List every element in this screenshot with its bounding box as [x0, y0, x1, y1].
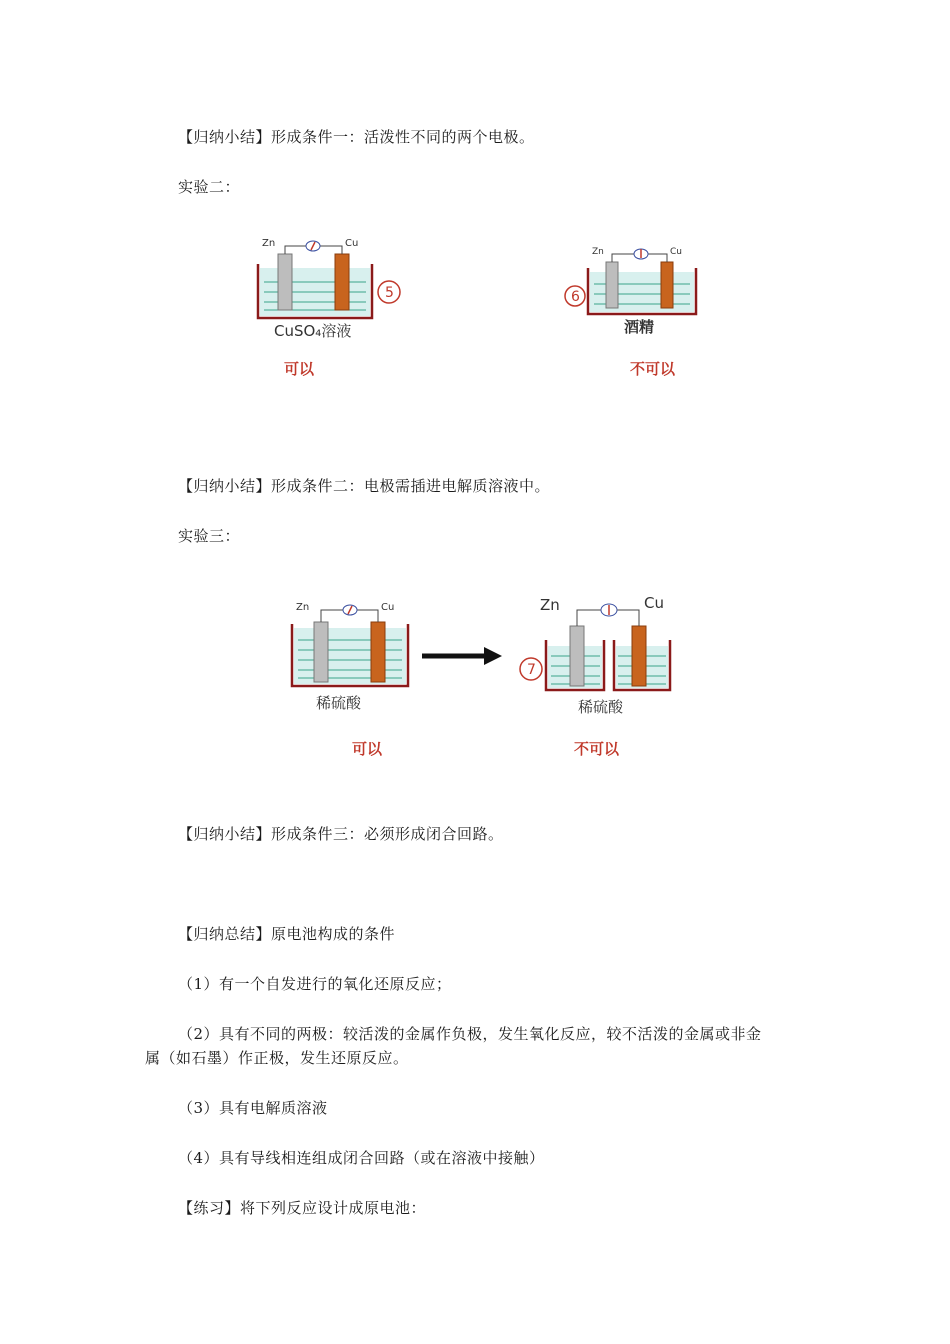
anode-label: Zn — [592, 247, 604, 257]
condition-2-line-1: （2）具有不同的两极：较活泼的金属作负极，发生氧化反应，较不活泼的金属或非金 — [178, 1025, 762, 1043]
cathode-label: Cu — [381, 602, 395, 613]
figure-number: 7 — [527, 662, 536, 678]
anode-label: Zn — [540, 596, 560, 614]
anode-label: Zn — [262, 238, 276, 249]
copper-electrode — [632, 626, 646, 686]
experiment-2-left-figure — [250, 232, 410, 384]
experiment-3-right-figure — [514, 590, 684, 762]
summary-condition-2: 【归纳小结】形成条件二：电极需插进电解质溶液中。 — [178, 477, 551, 495]
solution-label: CuSO₄溶液 — [274, 322, 352, 340]
condition-4: （4）具有导线相连组成闭合回路（或在溶液中接触） — [178, 1149, 545, 1167]
zinc-electrode — [606, 262, 618, 308]
summary-condition-3: 【归纳小结】形成条件三：必须形成闭合回路。 — [178, 825, 504, 843]
zinc-electrode — [278, 254, 292, 310]
result-label: 不可以 — [574, 740, 620, 758]
condition-3: （3）具有电解质溶液 — [178, 1099, 328, 1117]
result-label: 可以 — [284, 360, 315, 378]
solution-label: 酒精 — [624, 318, 655, 336]
result-label: 不可以 — [630, 360, 676, 378]
solution-label: 稀硫酸 — [578, 698, 624, 716]
copper-electrode — [335, 254, 349, 310]
conclusion-title: 【归纳总结】原电池构成的条件 — [178, 925, 396, 943]
copper-electrode — [371, 622, 385, 682]
zinc-electrode — [570, 626, 584, 686]
experiment-3-left-figure — [286, 596, 416, 762]
figure-number: 6 — [571, 289, 580, 305]
zinc-electrode — [314, 622, 328, 682]
condition-2-line-2: 属（如石墨）作正极，发生还原反应。 — [145, 1049, 409, 1067]
solution-label: 稀硫酸 — [316, 694, 362, 712]
cathode-label: Cu — [644, 594, 664, 612]
result-label: 可以 — [352, 740, 383, 758]
experiment-2-right-figure — [558, 240, 708, 384]
figure-number: 5 — [385, 285, 394, 301]
right-arrow-icon — [420, 644, 504, 668]
experiment-2-title: 实验二： — [178, 178, 241, 196]
cathode-label: Cu — [345, 238, 359, 249]
summary-condition-1: 【归纳小结】形成条件一：活泼性不同的两个电极。 — [178, 128, 535, 146]
experiment-3-title: 实验三： — [178, 527, 241, 545]
condition-1: （1）有一个自发进行的氧化还原反应； — [178, 975, 452, 993]
anode-label: Zn — [296, 602, 310, 613]
copper-electrode — [661, 262, 673, 308]
exercise-title: 【练习】将下列反应设计成原电池： — [178, 1199, 427, 1217]
cathode-label: Cu — [670, 247, 682, 257]
